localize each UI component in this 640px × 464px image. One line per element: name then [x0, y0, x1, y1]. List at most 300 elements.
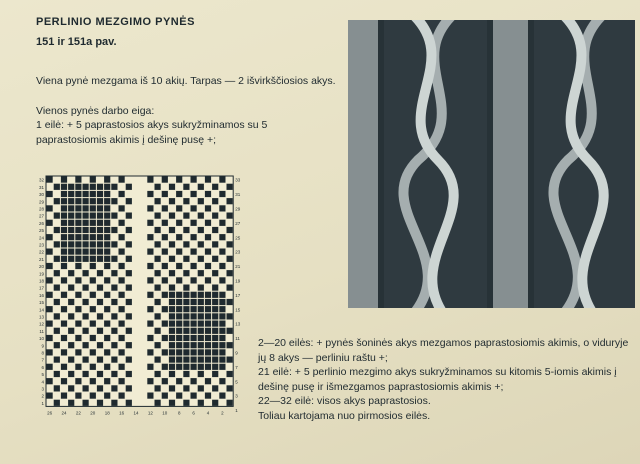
chart-cell	[219, 378, 225, 384]
chart-cell	[68, 357, 74, 363]
chart-cell	[169, 299, 175, 305]
chart-cell	[176, 292, 182, 298]
row-number-left: 28	[38, 206, 44, 212]
chart-cell	[54, 357, 60, 363]
chart-cell	[90, 205, 96, 211]
chart-cell	[169, 342, 175, 348]
chart-cell	[212, 335, 218, 341]
chart-cell	[119, 292, 125, 298]
chart-cell	[219, 299, 225, 305]
knitting-chart	[32, 166, 242, 448]
chart-cell	[169, 364, 175, 370]
row-number-left: 5	[41, 372, 44, 378]
chart-cell	[169, 349, 175, 355]
chart-cell	[90, 234, 96, 240]
intro-paragraph: Viena pynė mezgama iš 10 akių. Tarpas — 2 išvirkščiosios akys.	[36, 75, 336, 87]
chart-cell	[169, 328, 175, 334]
chart-cell	[169, 227, 175, 233]
chart-cell	[83, 371, 89, 377]
chart-cell	[75, 378, 81, 384]
row-number-left: 17	[38, 285, 44, 291]
chart-cell	[205, 393, 211, 399]
chart-cell	[227, 184, 233, 190]
chart-cell	[191, 335, 197, 341]
figure-reference: 151 ir 151a pav.	[36, 36, 117, 48]
chart-cell	[111, 285, 117, 291]
chart-cell	[212, 241, 218, 247]
chart-cell	[104, 364, 110, 370]
chart-cell	[155, 357, 161, 363]
chart-cell	[198, 385, 204, 391]
chart-cell	[219, 364, 225, 370]
chart-cell	[227, 241, 233, 247]
chart-cell	[176, 335, 182, 341]
chart-cell	[198, 371, 204, 377]
chart-cell	[119, 220, 125, 226]
chart-cell	[47, 364, 53, 370]
chart-cell	[162, 177, 168, 183]
row-number-right: 5	[235, 379, 238, 385]
chart-cell	[68, 205, 74, 211]
chart-cell	[191, 364, 197, 370]
chart-cell	[126, 241, 132, 247]
chart-cell	[47, 191, 53, 197]
chart-cell	[119, 393, 125, 399]
chart-cell	[198, 357, 204, 363]
chart-cell	[104, 249, 110, 255]
chart-cell	[169, 198, 175, 204]
chart-cell	[119, 205, 125, 211]
chart-cell	[119, 321, 125, 327]
stitch-number-bottom: 4	[206, 410, 210, 416]
chart-cell	[54, 241, 60, 247]
chart-cell	[104, 191, 110, 197]
chart-cell	[68, 385, 74, 391]
row-number-right: 31	[235, 192, 241, 198]
chart-cell	[83, 357, 89, 363]
chart-cell	[183, 227, 189, 233]
chart-cell	[68, 285, 74, 291]
chart-cell	[205, 349, 211, 355]
chart-cell	[54, 385, 60, 391]
chart-cell	[183, 400, 189, 406]
chart-cell	[97, 371, 103, 377]
chart-cell	[176, 191, 182, 197]
chart-cell	[212, 184, 218, 190]
chart-cell	[219, 335, 225, 341]
row-number-left: 13	[38, 314, 44, 320]
chart-cell	[75, 364, 81, 370]
chart-cell	[83, 205, 89, 211]
chart-cell	[162, 378, 168, 384]
chart-cell	[97, 249, 103, 255]
chart-cell	[227, 256, 233, 262]
chart-cell	[169, 357, 175, 363]
chart-cell	[219, 249, 225, 255]
chart-cell	[212, 306, 218, 312]
chart-cell	[191, 277, 197, 283]
chart-cell	[54, 213, 60, 219]
chart-cell	[119, 335, 125, 341]
chart-cell	[219, 357, 225, 363]
chart-cell	[212, 385, 218, 391]
chart-cell	[61, 306, 67, 312]
stitch-number-bottom: 20	[90, 410, 96, 416]
row-number-left: 1	[41, 400, 44, 406]
chart-cell	[176, 277, 182, 283]
chart-cell	[155, 213, 161, 219]
chart-cell	[47, 306, 53, 312]
chart-cell	[176, 263, 182, 269]
chart-cell	[169, 385, 175, 391]
chart-cell	[90, 306, 96, 312]
chart-cell	[97, 328, 103, 334]
chart-cell	[219, 313, 225, 319]
chart-cell	[212, 349, 218, 355]
chart-cell	[162, 292, 168, 298]
chart-cell	[61, 378, 67, 384]
row-number-right: 23	[235, 249, 241, 255]
chart-cell	[147, 306, 153, 312]
chart-cell	[111, 357, 117, 363]
chart-cell	[198, 349, 204, 355]
chart-cell	[162, 263, 168, 269]
row-number-left: 26	[38, 220, 44, 226]
row-number-left: 9	[41, 343, 44, 349]
chart-cell	[212, 313, 218, 319]
chart-cell	[205, 306, 211, 312]
chart-cell	[212, 357, 218, 363]
chart-cell	[61, 393, 67, 399]
row-number-left: 32	[38, 177, 44, 183]
chart-cell	[212, 328, 218, 334]
chart-cell	[198, 313, 204, 319]
chart-cell	[205, 234, 211, 240]
chart-cell	[111, 385, 117, 391]
chart-cell	[97, 184, 103, 190]
chart-cell	[61, 234, 67, 240]
chart-cell	[183, 299, 189, 305]
chart-cell	[111, 270, 117, 276]
row-number-left: 19	[38, 271, 44, 277]
chart-cell	[198, 328, 204, 334]
chart-cell	[47, 205, 53, 211]
chart-cell	[68, 184, 74, 190]
chart-cell	[183, 342, 189, 348]
chart-cell	[104, 256, 110, 262]
chart-cell	[205, 292, 211, 298]
chart-cell	[205, 313, 211, 319]
row-number-left: 11	[39, 328, 44, 334]
rows-22-32-instruction: 22—32 eilė: visos akys paprastosios.	[258, 395, 431, 407]
chart-cell	[147, 321, 153, 327]
chart-cell	[47, 393, 53, 399]
chart-cell	[47, 349, 53, 355]
row-number-right: 17	[235, 292, 241, 298]
chart-cell	[147, 205, 153, 211]
chart-cell	[75, 227, 81, 233]
chart-cell	[198, 241, 204, 247]
chart-cell	[104, 292, 110, 298]
row-number-left: 8	[41, 350, 44, 356]
chart-cell	[97, 270, 103, 276]
chart-cell	[183, 364, 189, 370]
chart-cell	[155, 184, 161, 190]
chart-cell	[191, 342, 197, 348]
chart-cell	[75, 198, 81, 204]
chart-cell	[176, 342, 182, 348]
chart-cell	[227, 357, 233, 363]
chart-cell	[227, 299, 233, 305]
chart-cell	[198, 184, 204, 190]
chart-cell	[61, 292, 67, 298]
row-number-left: 27	[38, 213, 44, 219]
chart-cell	[126, 270, 132, 276]
chart-cell	[198, 299, 204, 305]
row-number-left: 30	[38, 192, 44, 198]
chart-cell	[83, 184, 89, 190]
chart-cell	[104, 177, 110, 183]
chart-cell	[97, 241, 103, 247]
row-number-left: 7	[41, 357, 44, 363]
chart-cell	[147, 249, 153, 255]
chart-cell	[191, 299, 197, 305]
chart-cell	[90, 263, 96, 269]
chart-cell	[61, 335, 67, 341]
chart-cell	[169, 241, 175, 247]
chart-cell	[75, 321, 81, 327]
chart-cell	[97, 234, 103, 240]
chart-cell	[212, 364, 218, 370]
chart-cell	[47, 378, 53, 384]
row-number-left: 23	[38, 242, 44, 248]
chart-cell	[198, 256, 204, 262]
chart-cell	[104, 321, 110, 327]
chart-cell	[54, 371, 60, 377]
chart-cell	[97, 385, 103, 391]
chart-cell	[83, 270, 89, 276]
chart-cell	[212, 400, 218, 406]
chart-cell	[54, 270, 60, 276]
chart-cell	[191, 349, 197, 355]
chart-cell	[54, 400, 60, 406]
chart-cell	[191, 249, 197, 255]
chart-cell	[83, 400, 89, 406]
chart-cell	[47, 335, 53, 341]
chart-cell	[61, 213, 67, 219]
chart-cell	[104, 306, 110, 312]
chart-cell	[126, 256, 132, 262]
chart-cell	[75, 335, 81, 341]
chart-cell	[75, 234, 81, 240]
chart-cell	[212, 198, 218, 204]
row-number-left: 6	[41, 364, 44, 370]
chart-cell	[205, 335, 211, 341]
chart-cell	[54, 313, 60, 319]
chart-cell	[212, 227, 218, 233]
chart-cell	[219, 263, 225, 269]
chart-cell	[205, 177, 211, 183]
chart-cell	[198, 335, 204, 341]
chart-cell	[119, 349, 125, 355]
chart-cell	[61, 205, 67, 211]
chart-cell	[83, 241, 89, 247]
chart-cell	[155, 256, 161, 262]
chart-cell	[104, 220, 110, 226]
chart-cell	[176, 313, 182, 319]
chart-cell	[83, 198, 89, 204]
chart-cell	[83, 299, 89, 305]
chart-cell	[227, 227, 233, 233]
chart-cell	[83, 213, 89, 219]
chart-cell	[227, 285, 233, 291]
chart-cell	[83, 285, 89, 291]
chart-cell	[183, 313, 189, 319]
chart-cell	[126, 400, 132, 406]
chart-cell	[90, 198, 96, 204]
chart-cell	[147, 378, 153, 384]
chart-cell	[198, 285, 204, 291]
chart-cell	[191, 328, 197, 334]
chart-cell	[155, 328, 161, 334]
chart-cell	[183, 292, 189, 298]
chart-cell	[61, 198, 67, 204]
chart-cell	[75, 177, 81, 183]
chart-cell	[90, 364, 96, 370]
chart-cell	[90, 378, 96, 384]
chart-cell	[219, 234, 225, 240]
chart-cell	[205, 357, 211, 363]
chart-cell	[104, 213, 110, 219]
chart-cell	[155, 313, 161, 319]
chart-cell	[219, 393, 225, 399]
row-number-left: 22	[38, 249, 44, 255]
stitch-number-bottom: 14	[133, 410, 139, 416]
chart-cell	[169, 400, 175, 406]
chart-cell	[75, 249, 81, 255]
chart-cell	[183, 184, 189, 190]
chart-cell	[147, 292, 153, 298]
chart-cell	[183, 213, 189, 219]
chart-cell	[219, 220, 225, 226]
chart-cell	[61, 177, 67, 183]
chart-cell	[205, 364, 211, 370]
chart-cell	[47, 220, 53, 226]
chart-cell	[126, 213, 132, 219]
chart-cell	[183, 256, 189, 262]
chart-cell	[191, 378, 197, 384]
row-number-left: 2	[41, 393, 44, 399]
chart-cell	[219, 177, 225, 183]
chart-cell	[90, 393, 96, 399]
chart-cell	[162, 393, 168, 399]
chart-cell	[183, 321, 189, 327]
chart-cell	[191, 220, 197, 226]
chart-cell	[183, 371, 189, 377]
chart-cell	[97, 313, 103, 319]
chart-cell	[97, 213, 103, 219]
chart-cell	[191, 393, 197, 399]
chart-cell	[47, 177, 53, 183]
chart-cell	[126, 299, 132, 305]
chart-cell	[90, 256, 96, 262]
chart-cell	[169, 335, 175, 341]
chart-cell	[176, 220, 182, 226]
chart-cell	[212, 213, 218, 219]
chart-cell	[205, 299, 211, 305]
chart-cell	[54, 299, 60, 305]
chart-cell	[97, 227, 103, 233]
chart-cell	[68, 313, 74, 319]
chart-cell	[104, 335, 110, 341]
chart-cell	[75, 205, 81, 211]
chart-cell	[219, 342, 225, 348]
chart-cell	[169, 292, 175, 298]
chart-cell	[104, 198, 110, 204]
chart-cell	[162, 234, 168, 240]
chart-cell	[126, 328, 132, 334]
chart-cell	[61, 184, 67, 190]
chart-cell	[176, 357, 182, 363]
chart-cell	[147, 277, 153, 283]
chart-cell	[227, 213, 233, 219]
chart-cell	[119, 277, 125, 283]
chart-cell	[75, 393, 81, 399]
chart-cell	[183, 270, 189, 276]
chart-cell	[83, 313, 89, 319]
work-order-heading: Vienos pynės darbo eiga:	[36, 105, 155, 117]
chart-cell	[212, 371, 218, 377]
knitted-sample-photo	[348, 20, 635, 308]
chart-cell	[212, 292, 218, 298]
stitch-number-bottom: 18	[104, 410, 110, 416]
chart-cell	[90, 321, 96, 327]
knitting-chart-grid	[32, 166, 242, 448]
chart-cell	[83, 191, 89, 197]
chart-cell	[205, 342, 211, 348]
chart-cell	[68, 249, 74, 255]
row-number-left: 18	[38, 278, 44, 284]
rows-instructions	[258, 336, 633, 423]
chart-cell	[183, 349, 189, 355]
chart-cell	[61, 349, 67, 355]
chart-cell	[119, 177, 125, 183]
chart-cell	[147, 263, 153, 269]
chart-cell	[155, 285, 161, 291]
chart-cell	[104, 227, 110, 233]
row-number-left: 31	[38, 184, 44, 190]
stitch-number-bottom: 22	[75, 410, 81, 416]
chart-cell	[205, 277, 211, 283]
chart-cell	[183, 241, 189, 247]
rows-2-20-instruction: 2—20 eilės: + pynės šoninės akys mezgamos paprastosiomis akimis, o viduryje jų 8 akys — perliniu raštu +;	[258, 337, 629, 364]
chart-cell	[104, 263, 110, 269]
chart-cell	[111, 241, 117, 247]
chart-cell	[162, 335, 168, 341]
chart-cell	[176, 299, 182, 305]
stitch-number-bottom: 6	[192, 410, 195, 416]
row-number-right: 27	[235, 220, 241, 226]
chart-cell	[219, 321, 225, 327]
row-number-right: 13	[235, 321, 241, 327]
chart-cell	[191, 191, 197, 197]
chart-cell	[219, 306, 225, 312]
chart-cell	[198, 270, 204, 276]
row-number-right: 9	[235, 350, 238, 356]
chart-cell	[104, 393, 110, 399]
chart-cell	[90, 249, 96, 255]
chart-cell	[97, 285, 103, 291]
